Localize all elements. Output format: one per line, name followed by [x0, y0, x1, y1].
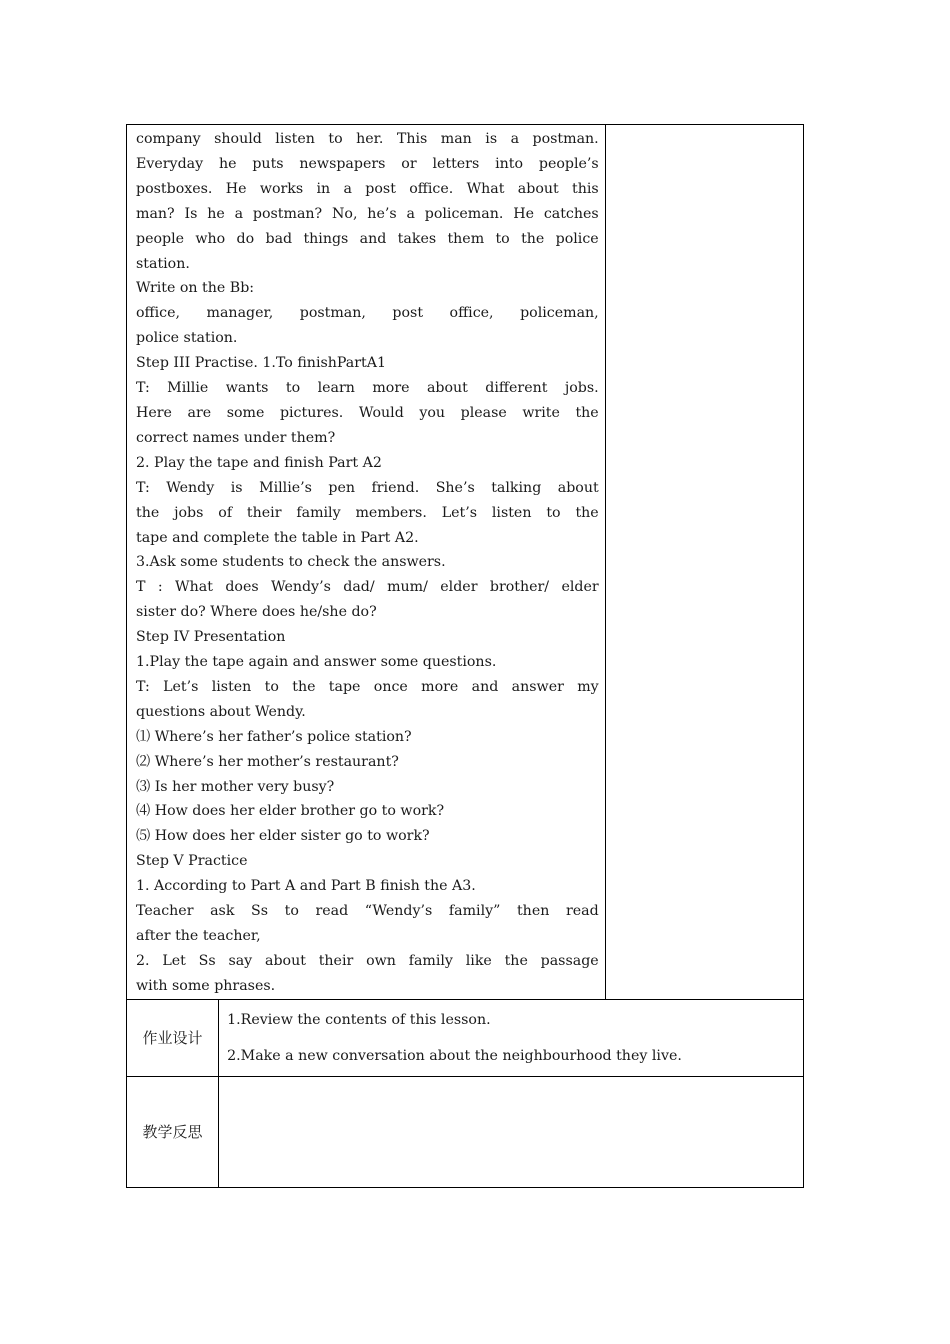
procedure-line: after the teacher,: [136, 928, 261, 944]
procedure-row: [127, 125, 804, 1000]
procedure-line: T : What does Wendy’s dad/ mum/ elder brother/ elder: [136, 579, 599, 596]
procedure-line: Write on the Bb:: [136, 280, 255, 297]
procedure-line: Step V Practice: [136, 853, 248, 870]
homework-item: 2.Make a new conversation about the neighbourhood they live.: [227, 1047, 682, 1064]
procedure-line: Step III Practise. 1.To finishPartA1: [136, 355, 387, 372]
lesson-plan-table: [126, 124, 804, 1188]
procedure-line: Step IV Presentation: [136, 629, 286, 646]
procedure-line: Here are some pictures. Would you please write the: [136, 404, 599, 421]
homework-item: 1.Review the contents of this lesson.: [227, 1011, 491, 1028]
homework-label: 作业设计: [127, 999, 219, 1076]
procedure-line: T: Millie wants to learn more about different jobs.: [136, 380, 599, 397]
procedure-line: postboxes. He works in a post office. What about this: [136, 180, 599, 197]
procedure-line: man? Is he a postman? No, he’s a policeman. He catches: [136, 205, 599, 222]
homework-content: [219, 999, 804, 1076]
procedure-line: ⑴ Where’s her father’s police station?: [136, 728, 412, 745]
procedure-line: with some phrases.: [136, 977, 276, 994]
procedure-line: questions about Wendy.: [136, 703, 306, 720]
teaching-procedure-cell: [127, 125, 606, 1000]
procedure-text: [136, 127, 599, 999]
procedure-line: T: Let’s listen to the tape once more and answer my: [136, 678, 599, 695]
procedure-line: sister do? Where does he/she do?: [136, 604, 377, 621]
procedure-line: office, manager, postman, post office, policeman,: [136, 305, 599, 322]
procedure-line: correct names under them?: [136, 429, 336, 446]
procedure-line: Everyday he puts newspapers or letters into people’s: [136, 155, 599, 172]
procedure-line: ⑶ Is her mother very busy?: [136, 778, 335, 795]
procedure-line: 2. Let Ss say about their own family like the passage: [136, 952, 599, 969]
procedure-line: 1. According to Part A and Part B finish the A3.: [136, 878, 476, 895]
procedure-line: the jobs of their family members. Let’s listen to the: [136, 504, 599, 521]
procedure-line: ⑵ Where’s her mother’s restaurant?: [136, 753, 399, 770]
procedure-line: ⑷ How does her elder brother go to work?: [136, 803, 445, 820]
procedure-line: 2. Play the tape and finish Part A2: [136, 454, 382, 471]
notes-cell: [605, 125, 803, 1000]
procedure-line: tape and complete the table in Part A2.: [136, 529, 419, 546]
homework-row: [127, 999, 804, 1076]
procedure-line: police station.: [136, 330, 238, 347]
procedure-line: company should listen to her. This man is a postman.: [136, 131, 599, 147]
procedure-line: station.: [136, 255, 190, 272]
procedure-line: Teacher ask Ss to read “Wendy’s family” then read: [136, 903, 599, 920]
procedure-line: T: Wendy is Millie’s pen friend. She’s talking about: [136, 479, 599, 496]
reflection-label: 教学反思: [127, 1076, 219, 1187]
reflection-row: [127, 1076, 804, 1187]
procedure-line: 1.Play the tape again and answer some questions.: [136, 654, 497, 671]
reflection-content: [219, 1076, 804, 1187]
procedure-line: ⑸ How does her elder sister go to work?: [136, 828, 430, 845]
procedure-line: people who do bad things and takes them to the police: [136, 230, 599, 247]
procedure-line: 3.Ask some students to check the answers.: [136, 554, 446, 571]
